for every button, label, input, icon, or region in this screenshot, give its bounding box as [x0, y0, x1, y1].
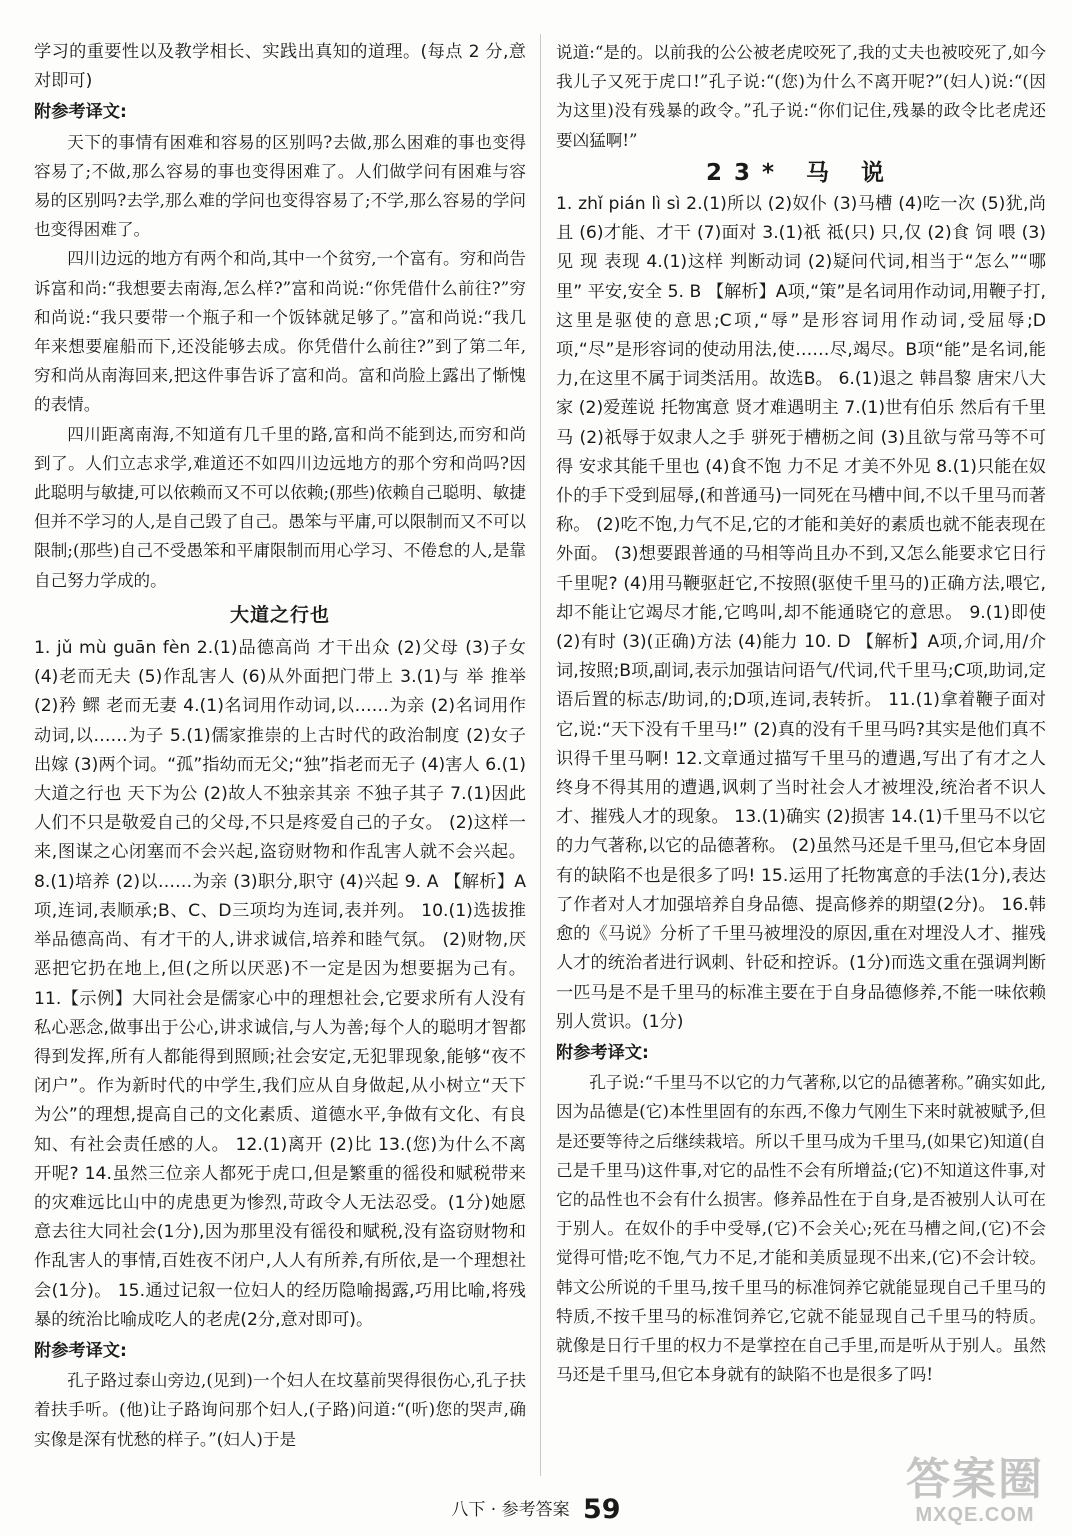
answers-mashuo: 1. zhǐ pián lì sì 2.(1)所以 (2)奴仆 (3)马槽 (4)吃一次 (5)犹,尚且 (6)才能、才干 (7)面对 3.(1)祇 祗(只) 只,仅 (2)食 饲 喂 (3)见 现 表现 4.(1)这样 判断动词 (2)疑问代词,相当于“怎么”“哪里” 平安,安全 5. B 【解析】A项,“策”是名词用作动词,用鞭子打,这里是驱使的意思;C项,“辱”是形容词用作动词,受屈辱;D项,“尽”是形容词的使动用法,使……尽,竭尽。B项“能”是名词,能力,在这里不属于词类活用。故选B。 6.(1)退之 韩昌黎 唐宋八大家 (2)爱莲说 托物寓意 贤才难遇明主 7.(1)世有伯乐 然后有千里马 (2)祇辱于奴隶人之手 骈死于槽枥之间 (3)且欲与常马等不可得 安求其能千里也 (4)食不饱 力不足 才美不外见 8.(1)只能在奴仆的手下受到屈辱,(和普通马)一同死在马槽中间,不以千里马而著称。 (2)吃不饱,力气不足,它的才能和美好的素质也就不能表现在外面。 (3)想要跟普通的马相等尚且办不到,又怎么能要求它日行千里呢? (4)用马鞭驱赶它,不按照(驱使千里马的)正确方法,喂它,却不能让它竭尽才能,它鸣叫,却不能通晓它的意思。 9.(1)即使 (2)有时 (3)(正确)方法 (4)能力 10. D 【解析】A项,介词,用/介词,按照;B项,副词,表示加强诘问语气/代词,代千里马;C项,助词,定语后置的标志/助词,的;D项,连词,表转折。 11.(1)拿着鞭子面对它,说:“天下没有千里马!” (2)真的没有千里马吗?其实是他们真不识得千里马啊! 12.文章通过描写千里马的遭遇,写出了有才之人终身不得其用的遭遇,讽刺了当时社会人才被埋没,统治者不识人才、摧残人才的现象。 13.(1)确实 (2)损害 14.(1)千里马不以它的力气著称,以它的品德著称。 (2)虽然马还是千里马,但它本身固有的缺陷不也是很多了吗! 15.运用了托物寓意的手法(1分),表达了作者对人才加强培养自身品德、提高修养的期望(2分)。 16.韩愈的《马说》分析了千里马被埋没的原因,重在对埋没人才、摧残人才的统治者进行讽刺、针砭和控诉。(1分)而选文重在强调判断一匹马是不是千里马的标准主要在于自身品德修养,不能一味依赖别人赏识。(1分) [556, 194, 1046, 1032]
section-title-dadao: 大道之行也 [229, 603, 330, 626]
footer-label: 八下 · 参考答案 [451, 1500, 570, 1520]
answer-continued: 学习的重要性以及教学相长、实践出真知的道理。(每点 2 分,意对即可) [34, 42, 526, 92]
reference-translation-label: 附参考译文: [34, 102, 127, 123]
page-number: 59 [583, 1494, 621, 1525]
watermark-text: 答案圈 [906, 1455, 1044, 1504]
left-column [34, 38, 526, 1454]
translation-paragraph: 孔子路过泰山旁边,(见到)一个妇人在坟墓前哭得很伤心,孔子扶着扶手听。(他)让子路询问那个妇人,(子路)问道:“(听)您的哭声,确实像是深有忧愁的样子。”(妇人)于是 [34, 1371, 526, 1449]
translation-paragraph: 四川距离南海,不知道有几千里的路,富和尚不能到达,而穷和尚到了。人们立志求学,难道还不如四川边远地方的那个穷和尚吗?因此聪明与敏捷,可以依赖而又不可以依赖;(那些)依赖自己聪明、敏捷但并不学习的人,是自己毁了自己。愚笨与平庸,可以限制而又不可以限制;(那些)自己不受愚笨和平庸限制而用心学习、不倦怠的人,是靠自己努力学成的。 [34, 424, 526, 590]
reference-translation-label: 附参考译文: [556, 1042, 649, 1063]
watermark-url: MXQE.COM [915, 1504, 1035, 1526]
right-column [556, 38, 1046, 1389]
column-divider [540, 34, 541, 1476]
translation-paragraph: 孔子说:“千里马不以它的力气著称,以它的品德著称。”确实如此,因为品德是(它)本性里固有的东西,不像力气刚生下来时就被赋予,但是还要等待之后继续栽培。所以千里马成为千里马,(如果它)知道(自己是千里马)这件事,对它的品性不会有所增益;(它)不知道这件事,对它的品性也不会有什么损害。修养品性在于自身,是否被别人认可在于别人。在奴仆的手中受辱,(它)不会关心;死在马槽之间,(它)不会觉得可惜;吃不饱,气力不足,才能和美质显现不出来,(它)不会计较。韩文公所说的千里马,按千里马的标准饲养它就能显现自己千里马的特质,不按千里马的标准饲养它,它就不能显现自己千里马的特质。就像是日行千里的权力不是掌控在自己手里,而是听从于别人。虽然马还是千里马,但它本身就有的缺陷不也是很多了吗! [556, 1073, 1046, 1385]
translation-paragraph: 天下的事情有困难和容易的区别吗?去做,那么困难的事也变得容易了;不做,那么容易的事也变得困难了。人们做学问有困难与容易的区别吗?去学,那么难的学问也变得容易了;不学,那么容易的学问也变得困难了。 [34, 132, 526, 240]
translation-paragraph: 四川边远的地方有两个和尚,其中一个贫穷,一个富有。穷和尚告诉富和尚:“我想要去南海,怎么样?”富和尚说:“你凭借什么前往?”穷和尚说:“我只要带一个瓶子和一个饭钵就足够了。”富和尚说:“我几年来想要雇船而下,还没能够去成。你凭借什么前往?”到了第二年,穷和尚从南海回来,把这件事告诉了富和尚。富和尚脸上露出了惭愧的表情。 [34, 249, 526, 415]
section-title-mashuo: 23* 马 说 [705, 159, 897, 186]
answers-dadao: 1. jǔ mù guān fèn 2.(1)品德高尚 才干出众 (2)父母 (3)子女 (4)老而无夫 (5)作乱害人 (6)从外面把门带上 3.(1)与 举 推举 (2)矜 鳏 老而无妻 4.(1)名词用作动词,以……为亲 (2)名词用作动词,以……为子 5.(1)儒家推崇的上古时代的政治制度 (2)女子出嫁 (3)两个词。“孤”指幼而无父;“独”指老而无子 (4)害人 6.(1)大道之行也 天下为公 (2)故人不独亲其亲 不独子其子 7.(1)因此人们不只是敬爱自己的父母,不只是疼爱自己的子女。 (2)这样一来,图谋之心闭塞而不会兴起,盗窃财物和作乱害人就不会兴起。 8.(1)培养 (2)以……为亲 (3)职分,职守 (4)兴起 9. A 【解析】A项,连词,表顺承;B、C、D三项均为连词,表并列。 10.(1)选拔推举品德高尚、有才干的人,讲求诚信,培养和睦气氛。 (2)财物,厌恶把它扔在地上,但(之所以厌恶)不一定是因为想要据为己有。 11.【示例】大同社会是儒家心中的理想社会,它要求所有人没有私心恶念,做事出于公心,讲求诚信,与人为善;每个人的聪明才智都得到发挥,所有人都能得到照顾;社会安定,无犯罪现象,能够“夜不闭户”。作为新时代的中学生,我们应从自身做起,从小树立“天下为公”的理想,提高自己的文化素质、道德水平,争做有文化、有良知、有社会责任感的人。 12.(1)离开 (2)比 13.(您)为什么不离开呢? 14.虽然三位亲人都死于虎口,但是繁重的徭役和赋税带来的灾难远比山中的虎患更为惨烈,苛政令人无法忍受。(1分)她愿意去往大同社会(1分),因为那里没有徭役和赋税,没有盗窃财物和作乱害人的事情,百姓夜不闭户,人人有所养,有所依,是一个理想社会(1分)。 15.通过记叙一位妇人的经历隐喻揭露,巧用比喻,将残暴的统治比喻成吃人的老虎(2分,意对即可)。 [34, 638, 526, 1330]
reference-translation-label: 附参考译文: [34, 1340, 127, 1361]
translation-continued: 说道:“是的。以前我的公公被老虎咬死了,我的丈夫也被咬死了,如今我儿子又死于虎口!”孔子说:“(您)为什么不离开呢?”(妇人)说:“(因为这里)没有残暴的政令。”孔子说:“你们记住,残暴的政令比老虎还要凶猛啊!” [556, 43, 1046, 150]
watermark-logo [890, 1456, 1060, 1532]
